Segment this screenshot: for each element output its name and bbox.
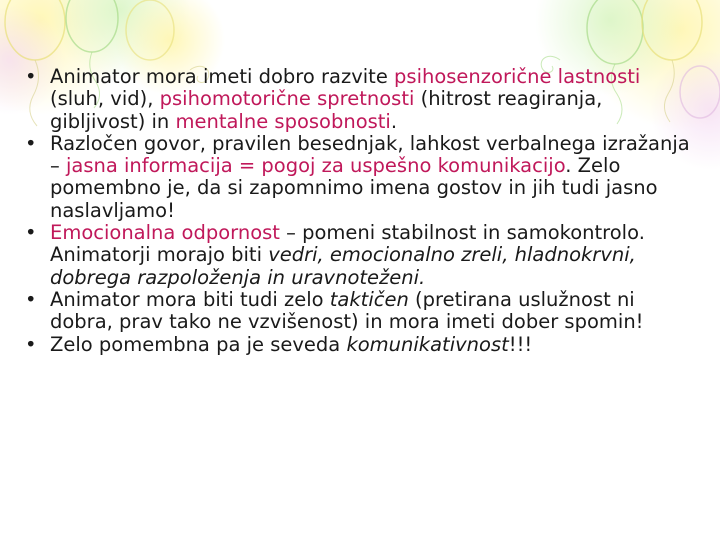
bullet-text: – pomeni stabilnost in samokontrolo. Animatorji morajo biti <box>50 221 645 267</box>
italic-text: vedri, emocionalno zreli, hladnokrvni, dobrega razpoloženja in uravnoteženi. <box>50 243 636 289</box>
italic-text: komunikativnost <box>346 332 509 356</box>
bullet-text: Animator mora imeti dobro razvite <box>50 65 395 88</box>
bullet-text: (sluh, vid), <box>50 87 160 111</box>
bullet-dot-icon: • <box>25 287 37 311</box>
bullet-item <box>22 289 692 334</box>
bullet-text: !!! <box>508 332 533 356</box>
highlight-text: Emocionalna odpornost <box>50 221 280 245</box>
bullet-text: . <box>390 109 398 133</box>
highlight-text: psihosenzorične lastnosti <box>394 65 641 88</box>
highlight-text: mentalne sposobnosti <box>175 109 391 133</box>
bullet-text: . Zelo pomembno je, da si zapomnimo imena gostov in jih tudi jasno naslavljamo! <box>50 154 658 222</box>
bullet-item <box>22 222 692 289</box>
bullet-text: (hitrost reagiranja, gibljivost) in <box>50 87 603 133</box>
bullet-item <box>22 334 692 356</box>
bullet-item <box>22 133 692 222</box>
bullet-text: Razločen govor, pravilen besednjak, lahkost verbalnega izražanja – <box>50 131 690 178</box>
bullet-text: Zelo pomembna pa je seveda <box>50 332 347 356</box>
bullet-dot-icon: • <box>25 221 37 245</box>
highlight-text: jasna informacija = pogoj za uspešno komunikacijo <box>65 154 566 178</box>
bullet-text: Animator mora biti tudi zelo <box>50 287 330 311</box>
bullet-dot-icon: • <box>25 332 37 356</box>
bullet-text: (pretirana uslužnost ni dobra, prav tako ne vzvišenost) in mora imeti dober spomin! <box>50 287 644 334</box>
italic-text: taktičen <box>329 287 409 311</box>
highlight-text: psihomotorične spretnosti <box>159 87 415 111</box>
bullet-list <box>22 66 692 356</box>
bullet-item <box>22 66 692 133</box>
bullet-dot-icon: • <box>25 65 37 88</box>
bullet-dot-icon: • <box>25 131 37 155</box>
